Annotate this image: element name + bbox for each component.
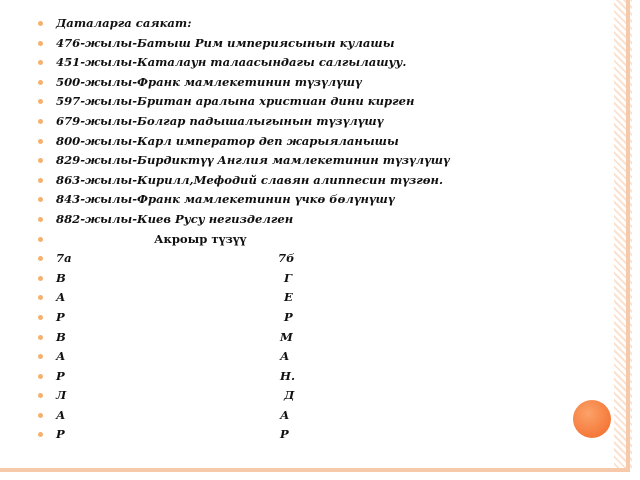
bullet-icon <box>38 315 43 320</box>
column-b-header: 7б <box>278 251 295 266</box>
date-item: 500-жылы-Франк мамлекетинин түзүлүшү <box>56 74 362 89</box>
date-item: 451-жылы-Каталаун талаасындагы салгылашуу. <box>56 55 407 70</box>
bullet-icon <box>38 295 43 300</box>
letter-a: А <box>56 349 66 364</box>
bullet-icon <box>38 158 43 163</box>
date-item: 679-жылы-Болгар падышалыгынын түзүлүшү <box>56 113 384 128</box>
bullet-icon <box>38 335 43 340</box>
bullet-icon <box>38 178 43 183</box>
letter-b: А <box>280 349 290 364</box>
date-item: 882-жылы-Киев Русу негизделген <box>56 211 294 226</box>
acrostic-row <box>38 347 598 367</box>
decorative-circle-icon <box>573 400 611 438</box>
letter-b: А <box>280 407 290 422</box>
date-item: 800-жылы-Карл император деп жарыяланышы <box>56 133 399 148</box>
list-item <box>38 210 598 230</box>
acrostic-row <box>38 425 598 445</box>
letter-b: Р <box>280 427 289 442</box>
letter-a: В <box>56 329 66 344</box>
acrostic-title: Акроыр түзүү <box>154 231 247 246</box>
list-item <box>38 92 598 112</box>
acrostic-row <box>38 367 598 387</box>
column-a-header: 7а <box>56 251 72 266</box>
list-item <box>38 34 598 54</box>
acrostic-row <box>38 249 598 269</box>
bullet-icon <box>38 41 43 46</box>
bullet-icon <box>38 237 43 242</box>
slide-content <box>38 14 598 445</box>
letter-b: Г <box>284 270 293 285</box>
bullet-icon <box>38 217 43 222</box>
acrostic-row <box>38 328 598 348</box>
letter-b: М <box>280 329 293 344</box>
list-item <box>38 171 598 191</box>
list-item <box>38 132 598 152</box>
letter-b: Н. <box>280 368 295 383</box>
letter-a: Р <box>56 309 65 324</box>
date-item: 597-жылы-Британ аралына христиан дини кирген <box>56 94 415 109</box>
letter-a: В <box>56 270 66 285</box>
date-item: 476-жылы-Батыш Рим империясынын кулашы <box>56 35 395 50</box>
list-item <box>38 190 598 210</box>
heading: Даталарга саякат: <box>56 16 192 30</box>
bullet-icon <box>38 276 43 281</box>
list-item <box>38 14 598 34</box>
bullet-icon <box>38 119 43 124</box>
list-item <box>38 53 598 73</box>
letter-b: Е <box>284 290 293 305</box>
bullet-icon <box>38 354 43 359</box>
acrostic-row <box>38 386 598 406</box>
bullet-icon <box>38 374 43 379</box>
bullet-icon <box>38 432 43 437</box>
acrostic-row <box>38 269 598 289</box>
letter-b: Д <box>284 388 295 403</box>
bullet-icon <box>38 139 43 144</box>
list-item <box>38 230 598 250</box>
date-item: 843-жылы-Франк мамлекетинин үчкө бөлүнүшү <box>56 192 395 207</box>
letter-a: Л <box>56 388 67 403</box>
date-item: 829-жылы-Бирдиктүү Англия мамлекетинин түзүлүшү <box>56 153 450 168</box>
acrostic-row <box>38 308 598 328</box>
bullet-icon <box>38 99 43 104</box>
list-item <box>38 112 598 132</box>
bullet-icon <box>38 21 43 26</box>
bullet-icon <box>38 256 43 261</box>
letter-a: А <box>56 290 66 305</box>
letter-b: Р <box>284 309 293 324</box>
bullet-icon <box>38 60 43 65</box>
letter-a: Р <box>56 368 65 383</box>
letter-a: Р <box>56 427 65 442</box>
date-item: 863-жылы-Кирилл,Мефодий славян алиппесин түзгөн. <box>56 172 443 187</box>
acrostic-row <box>38 288 598 308</box>
acrostic-row <box>38 406 598 426</box>
bullet-icon <box>38 393 43 398</box>
bullet-icon <box>38 80 43 85</box>
bullet-icon <box>38 197 43 202</box>
list-item <box>38 73 598 93</box>
list-item <box>38 151 598 171</box>
letter-a: А <box>56 407 66 422</box>
bullet-icon <box>38 413 43 418</box>
